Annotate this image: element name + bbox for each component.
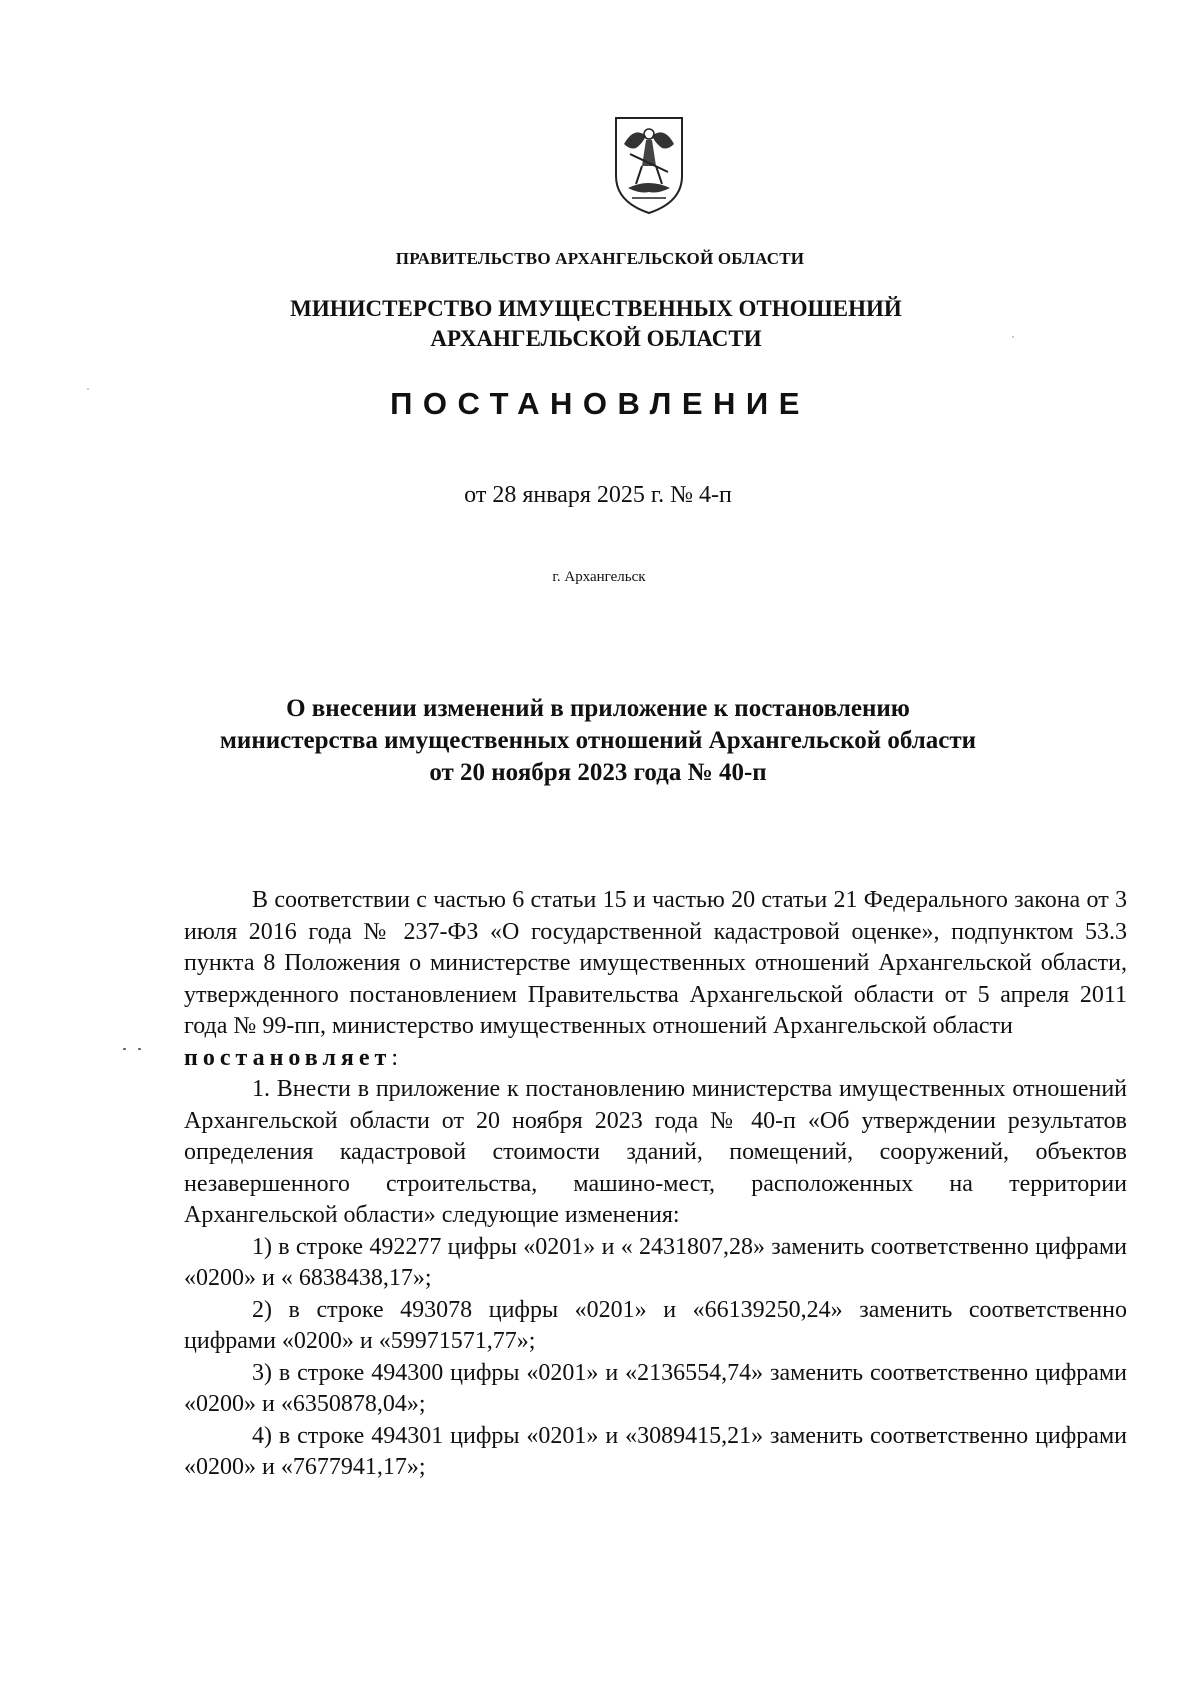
- document-city: г. Архангельск: [552, 569, 646, 585]
- list-item: 4) в строке 494301 цифры «0201» и «3089415,21» заменить соответственно цифрами «0200» и «7677941,17»;: [184, 1422, 1127, 1480]
- ministry-name-line1: МИНИСТЕРСТВО ИМУЩЕСТВЕННЫХ ОТНОШЕНИЙ: [290, 296, 902, 321]
- document-body: [184, 885, 1127, 1484]
- document-date-number: от 28 января 2025 г. № 4-п: [464, 482, 732, 508]
- decree-word: постановляет: [184, 1044, 392, 1071]
- government-name: ПРАВИТЕЛЬСТВО АРХАНГЕЛЬСКОЙ ОБЛАСТИ: [395, 249, 805, 268]
- ministry-name: [0, 294, 1192, 354]
- document-type: ПОСТАНОВЛЕНИЕ: [390, 386, 810, 421]
- decree-line: [184, 1043, 1127, 1075]
- preamble-paragraph: В соответствии с частью 6 статьи 15 и частью 20 статьи 21 Федерального закона от 3 июля 2016 года № 237-ФЗ «О государственной кадастровой оценке», подпунктом 53.3 пункта 8 Положения о министерстве имущественных отношений Архангельской области, утвержденного постановлением Правительства Архангельской области от 5 апреля 2011 года № 99-пп, министерство имущественных отношений Архангельской области: [184, 887, 1127, 1039]
- scan-speck: [123, 1048, 126, 1050]
- arkhangelsk-coat-of-arms-icon: [612, 114, 686, 216]
- document-title: [0, 693, 1196, 789]
- list-item: 1) в строке 492277 цифры «0201» и « 2431807,28» заменить соответственно цифрами «0200» и « 6838438,17»;: [184, 1233, 1127, 1291]
- document-title-line3: от 20 ноября 2023 года № 40-п: [429, 759, 767, 786]
- scan-speck: [87, 388, 89, 390]
- list-item: 2) в строке 493078 цифры «0201» и «66139250,24» заменить соответственно цифрами «0200» и «59971571,77»;: [184, 1296, 1127, 1354]
- point-1-paragraph: 1. Внести в приложение к постановлению министерства имущественных отношений Архангельской области от 20 ноября 2023 года № 40-п «Об утверждении результатов определения кадастровой стоимости зданий, помещений, сооружений, объектов незавершенного строительства, машино-мест, расположенных на территории Архангельской области» следующие изменения:: [184, 1076, 1127, 1228]
- scan-speck: [138, 1048, 141, 1050]
- document-title-line2: министерства имущественных отношений Архангельской области: [219, 727, 977, 754]
- ministry-name-line2: АРХАНГЕЛЬСКОЙ ОБЛАСТИ: [430, 326, 762, 351]
- document-title-line1: О внесении изменений в приложение к постановлению: [286, 695, 910, 722]
- decree-colon: :: [391, 1044, 398, 1071]
- scan-speck: [1012, 336, 1014, 338]
- list-item: 3) в строке 494300 цифры «0201» и «2136554,74» заменить соответственно цифрами «0200» и «6350878,04»;: [184, 1359, 1127, 1417]
